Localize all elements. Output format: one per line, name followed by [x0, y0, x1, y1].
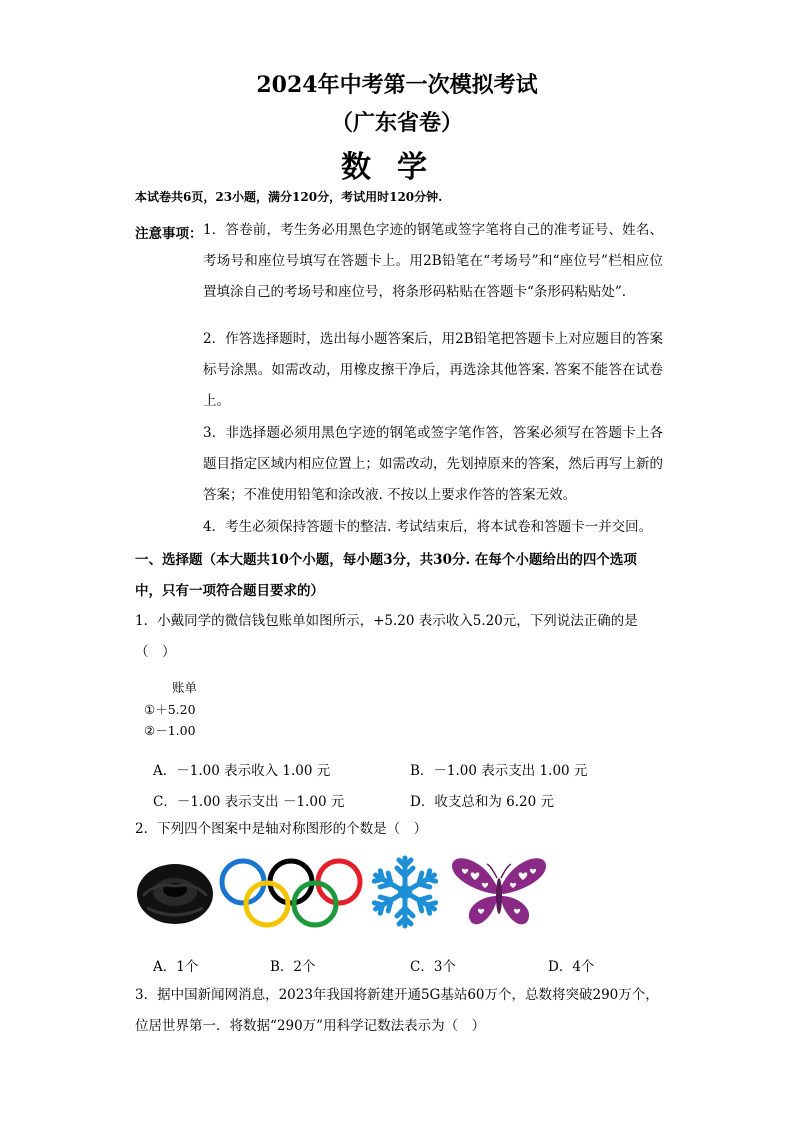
notice-item-2: 2．作答选择题时，选出每小题答案后，用2B铅笔把答题卡上对应题目的答案标号涂黑。如需改动，用橡皮擦干净后，再选涂其他答案. 答案不能答在试卷上。 [203, 331, 663, 409]
q1-option-b: B．－1.00 表示支出 1.00 元 [410, 763, 588, 779]
q2-option-d: D．4个 [548, 959, 595, 975]
q2-option-a: A．1个 [153, 959, 199, 975]
exam-title: 2024年中考第一次模拟考试 [256, 72, 538, 98]
question-1 [135, 606, 663, 668]
scarf-icon [135, 852, 215, 932]
question-1-paren: （ ） [135, 644, 176, 660]
question-2-stem: 2．下列四个图案中是轴对称图形的个数是（ ） [135, 821, 428, 837]
q1-option-d: D．收支总和为 6.20 元 [410, 794, 554, 810]
section-heading: 一、选择题（本大题共10个小题，每小题3分，共30分. 在每个小题给出的四个选项中，只有一项符合题目要求的） [135, 552, 637, 599]
q2-option-b: B．2个 [270, 959, 316, 975]
q2-figures [135, 852, 555, 942]
exam-region: （广东省卷） [330, 110, 463, 136]
notice-item-3: 3．非选择题必须用黑色字迹的钢笔或签字笔作答，答案必须写在答题卡上各题目指定区域内相应位置上；如需改动，先划掉原来的答案，然后再写上新的答案；不准使用铅笔和涂改液. 不按以上要求作答的答案无效。 [203, 425, 663, 503]
exam-meta: 本试卷共6页，23小题，满分120分，考试用时120分钟. [135, 190, 443, 204]
butterfly-icon [449, 852, 549, 932]
q1-option-c: C．－1.00 表示支出 －1.00 元 [153, 794, 345, 810]
notice-item-1: 1．答卷前，考生务必用黑色字迹的钢笔或签字笔将自己的准考证号、姓名、考场号和座位号填写在答题卡上。用2B铅笔在“考场号”和“座位号”栏相应位置填涂自己的考场号和座位号，将条形码粘贴在答题卡“条形码粘贴处”. [203, 222, 663, 300]
question-3-line-1: 3．据中国新闻网消息，2023年我国将新建开通5G基站60万个，总数将突破290万个， [135, 987, 659, 1003]
notice-label: 注意事项： [135, 226, 203, 242]
q2-option-c: C．3个 [410, 959, 456, 975]
q1-option-a: A．－1.00 表示收入 1.00 元 [153, 763, 331, 779]
bill-line-1: ①＋5.20 [144, 702, 196, 717]
snowflake-icon [369, 852, 441, 932]
olympic-rings-icon [217, 852, 367, 932]
exam-subject: 数学 [341, 150, 453, 185]
question-3-line-2: 位居世界第一．将数据“290万”用科学记数法表示为（ ） [135, 1018, 486, 1034]
bill-title: 账单 [172, 680, 198, 695]
question-1-stem: 1．小戴同学的微信钱包账单如图所示，+5.20 表示收入5.20元，下列说法正确的是 [135, 613, 638, 629]
bill-line-2: ②－1.00 [144, 723, 196, 738]
notice-item-4: 4．考生必须保持答题卡的整洁. 考试结束后，将本试卷和答题卡一并交回。 [203, 519, 653, 535]
